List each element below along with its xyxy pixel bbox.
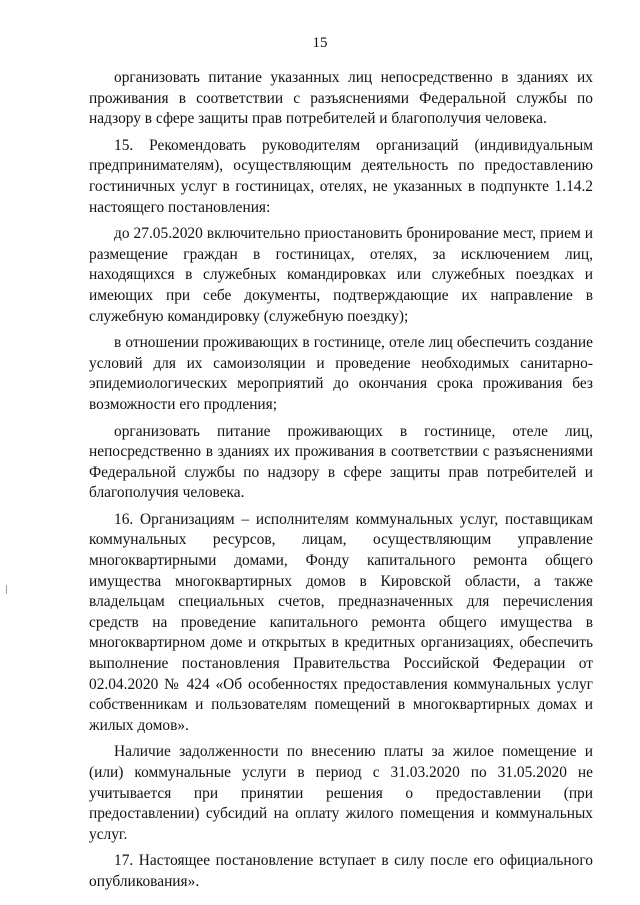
paragraph-item-17: 17. Настоящее постановление вступает в силу после его официального опубликования».: [89, 852, 593, 890]
paragraph-item-15: 15. Рекомендовать руководителям организаций (индивидуальным предпринимателям), осуществляющим деятельность по предоставлению гостиничных услуг в гостиницах, отелях, не указанных в подпункте 1.14.2 настоящего постановления:: [89, 136, 593, 216]
document-body: [89, 68, 593, 893]
paragraph-item-16: 16. Организациям – исполнителям коммунальных услуг, поставщикам коммунальных ресурсов, лицам, осуществляющим управление многоквартирными домами, Фонду капитального ремонта общего имущества многоквартирных домов в Кировской области, а также владельцам специальных счетов, предназначенных для перечисления средств на проведение капитального ремонта общего имущества в многоквартирном доме и открытых в кредитных организациях, обеспечить выполнение постановления Правительства Российской Федерации от 02.04.2020 № 424 «Об особенностях предоставления коммунальных услуг собственникам и пользователям помещений в многоквартирных домах и жилых домов».: [89, 510, 593, 734]
paragraph-self-isolation: в отношении проживающих в гостинице, отеле лиц обеспечить создание условий для их самоизоляции и проведение необходимых санитарно-эпидемиологических мероприятий до окончания срока проживания без возможности его продления;: [89, 334, 593, 413]
paragraph-food-provision: организовать питание проживающих в гостинице, отеле лиц, непосредственно в зданиях их проживания в соответствии с разъяснениями Федеральной службы по надзору в сфере защиты прав потребителей и благополучия человека.: [89, 422, 593, 502]
paragraph-debt-note: Наличие задолженности по внесению платы за жилое помещение и (или) коммунальные услуги в период с 31.03.2020 по 31.05.2020 не учитывается при принятии решения о предоставлении (при предоставлении) субсидий на оплату жилого помещения и коммунальных услуг.: [89, 743, 593, 843]
scan-margin-mark: [6, 585, 7, 594]
paragraph-food-provision-end: организовать питание указанных лиц непосредственно в зданиях их проживания в соответствии с разъяснениями Федеральной службы по надзору в сфере защиты прав потребителей и благополучия человека.: [89, 69, 593, 128]
paragraph-booking-suspension: до 27.05.2020 включительно приостановить бронирование мест, прием и размещение граждан в гостиницах, отелях, за исключением лиц, находящихся в служебных командировках или служебных поездках и имеющих при себе документы, подтверждающие их направление в служебную командировку (служебную поездку);: [89, 225, 593, 325]
page-number: 15: [312, 35, 328, 51]
